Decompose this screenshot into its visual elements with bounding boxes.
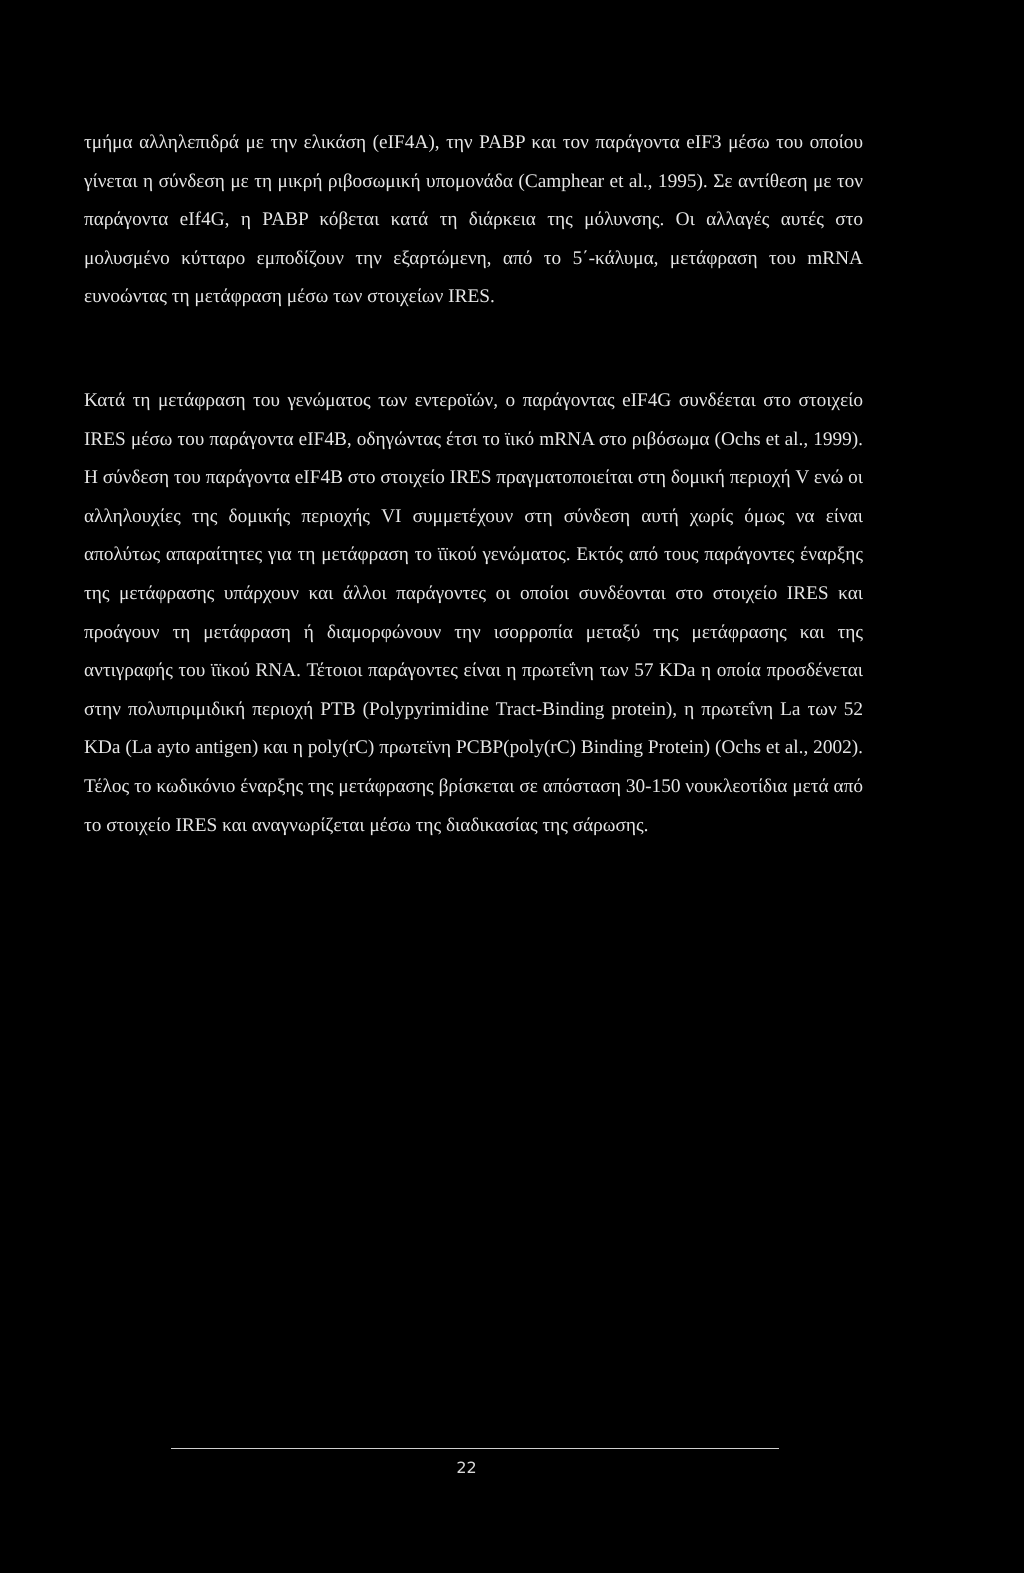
page-number: 22 — [456, 1458, 477, 1477]
body-paragraph-1: τμήμα αλληλεπιδρά με την ελικάση (eIF4A), την PABP και τον παράγοντα eIF3 μέσω του οποίου γίνεται η σύνδεση με τη μικρή ριβοσωμική υπομονάδα (Camphear et al., 1995). Σε αντίθεση με τον παράγοντα eIf4G, η PABP κόβεται κατά τη διάρκεια της μόλυνσης. Οι αλλαγές αυτές στο μολυσμένο κύτταρο εμποδίζουν την εξαρτώμενη, από το 5΄-κάλυμα, μετάφραση του mRNA ευνοώντας τη μετάφραση μέσω των στοιχείων IRES. — [84, 132, 863, 308]
footer-divider — [171, 1448, 779, 1449]
body-paragraph-2: Κατά τη μετάφραση του γενώματος των εντεροϊών, ο παράγοντας eIF4G συνδέεται στο στοιχείο IRES μέσω του παράγοντα eIF4B, οδηγώντας έτσι το ϊικό mRNA στο ριβόσωμα (Ochs et al., 1999). Η σύνδεση του παράγοντα eIF4B στο στοιχείο IRES πραγματοποιείται στη δομική περιοχή V ενώ οι αλληλουχίες της δομικής περιοχής VI συμμετέχουν στη σύνδεση αυτή χωρίς όμως να είναι απολύτως απαραίτητες για τη μετάφραση το ϊϊκού γενώματος. Εκτός από τους παράγοντες έναρξης της μετάφρασης υπάρχουν και άλλοι παράγοντες οι οποίοι συνδέονται στο στοιχείο IRES και προάγουν τη μετάφραση ή διαμορφώνουν την ισορροπία μεταξύ της μετάφρασης και της αντιγραφής του ϊϊκού RNA. Τέτοιοι παράγοντες είναι η πρωτεΐνη των 57 KDa η οποία προσδένεται στην πολυπιριμιδική περιοχή PTB (Polypyrimidine Tract-Binding protein), η πρωτεΐνη La των 52 KDa (La ayto antigen) και η poly(rC) πρωτεϊνη PCBP(poly(rC) Binding Protein) (Ochs et al., 2002). Τέλος το κωδικόνιο έναρξης της μετάφρασης βρίσκεται σε απόσταση 30-150 νουκλεοτίδια μετά από το στοιχείο IRES και αναγνωρίζεται μέσω της διαδικασίας της σάρωσης. — [84, 390, 863, 836]
